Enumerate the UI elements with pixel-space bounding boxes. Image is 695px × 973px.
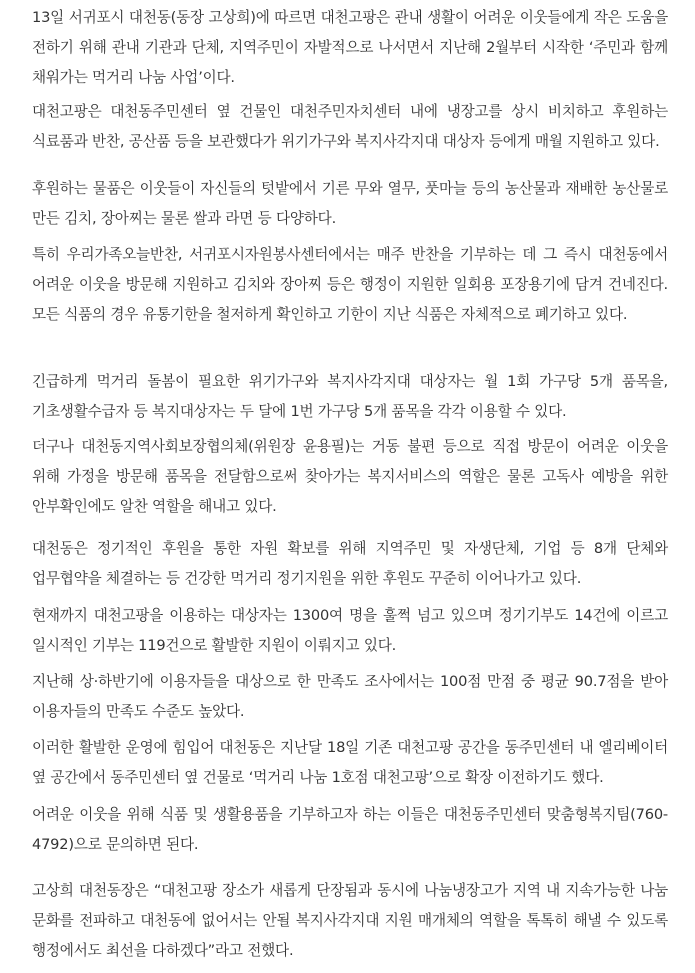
paragraph-6: 더구나 대천동지역사회보장협의체(위원장 윤용필)는 거동 불편 등으로 직접 방문이 어려운 이웃을 위해 가정을 방문해 품목을 전달함으로써 찾아가는 복지서비스의 역할은 물론 고독사 예방을 위한 안부확인에도 알찬 역할을 해내고 있다.	[32, 438, 668, 515]
paragraph-11: 어려운 이웃을 위해 식품 및 생활용품을 기부하고자 하는 이들은 대천동주민센터 맞춤형복지팀(760-4792)으로 문의하면 된다.	[32, 806, 668, 853]
paragraph-1: 13일 서귀포시 대천동(동장 고상희)에 따르면 대천고팡은 관내 생활이 어려운 이웃들에게 작은 도움을 전하기 위해 관내 기관과 단체, 지역주민이 자발적으로 나서면서 지난해 2월부터 시작한 ‘주민과 함께 채워가는 먹거리 나눔 사업’이다.	[32, 9, 668, 86]
paragraph-4: 특히 우리가족오늘반찬, 서귀포시자원봉사센터에서는 매주 반찬을 기부하는 데 그 즉시 대천동에서 어려운 이웃을 방문해 지원하고 김치와 장아찌 등은 행정이 지원한 일회용 포장용기에 담겨 건네진다. 모든 식품의 경우 유통기한을 철저하게 확인하고 기한이 지난 식품은 자체적으로 폐기하고 있다.	[32, 246, 668, 323]
paragraph-2: 대천고팡은 대천동주민센터 옆 건물인 대천주민자치센터 내에 냉장고를 상시 비치하고 후원하는 식료품과 반찬, 공산품 등을 보관했다가 위기가구와 복지사각지대 대상자 등에게 매월 지원하고 있다.	[32, 103, 668, 150]
paragraph-7: 대천동은 정기적인 후원을 통한 자원 확보를 위해 지역주민 및 자생단체, 기업 등 8개 단체와 업무협약을 체결하는 등 건강한 먹거리 정기지원을 위한 후원도 꾸준히 이어나가고 있다.	[32, 540, 668, 587]
paragraph-10: 이러한 활발한 운영에 힘입어 대천동은 지난달 18일 기존 대천고팡 공간을 동주민센터 내 엘리베이터 옆 공간에서 동주민센터 옆 건물로 ‘먹거리 나눔 1호점 대천고팡’으로 확장 이전하기도 했다.	[32, 739, 668, 786]
paragraph-8: 현재까지 대천고팡을 이용하는 대상자는 1300여 명을 훌쩍 넘고 있으며 정기기부도 14건에 이르고 일시적인 기부는 119건으로 활발한 지원이 이뤄지고 있다.	[32, 607, 668, 654]
paragraph-3: 후원하는 물품은 이웃들이 자신들의 텃밭에서 기른 무와 열무, 풋마늘 등의 농산물과 재배한 농산물로 만든 김치, 장아찌는 물론 쌀과 라면 등 다양하다.	[32, 180, 668, 227]
paragraph-5: 긴급하게 먹거리 돌봄이 필요한 위기가구와 복지사각지대 대상자는 월 1회 가구당 5개 품목을, 기초생활수급자 등 복지대상자는 두 달에 1번 가구당 5개 품목을 각각 이용할 수 있다.	[32, 373, 668, 420]
paragraph-12: 고상희 대천동장은 “대천고팡 장소가 새롭게 단장됨과 동시에 나눔냉장고가 지역 내 지속가능한 나눔 문화를 전파하고 대천동에 없어서는 안될 복지사각지대 지원 매개체의 역할을 톡톡히 해낼 수 있도록 행정에서도 최선을 다하겠다”라고 전했다.	[32, 882, 668, 959]
paragraph-9: 지난해 상·하반기에 이용자들을 대상으로 한 만족도 조사에서는 100점 만점 중 평균 90.7점을 받아 이용자들의 만족도 수준도 높았다.	[32, 673, 668, 720]
